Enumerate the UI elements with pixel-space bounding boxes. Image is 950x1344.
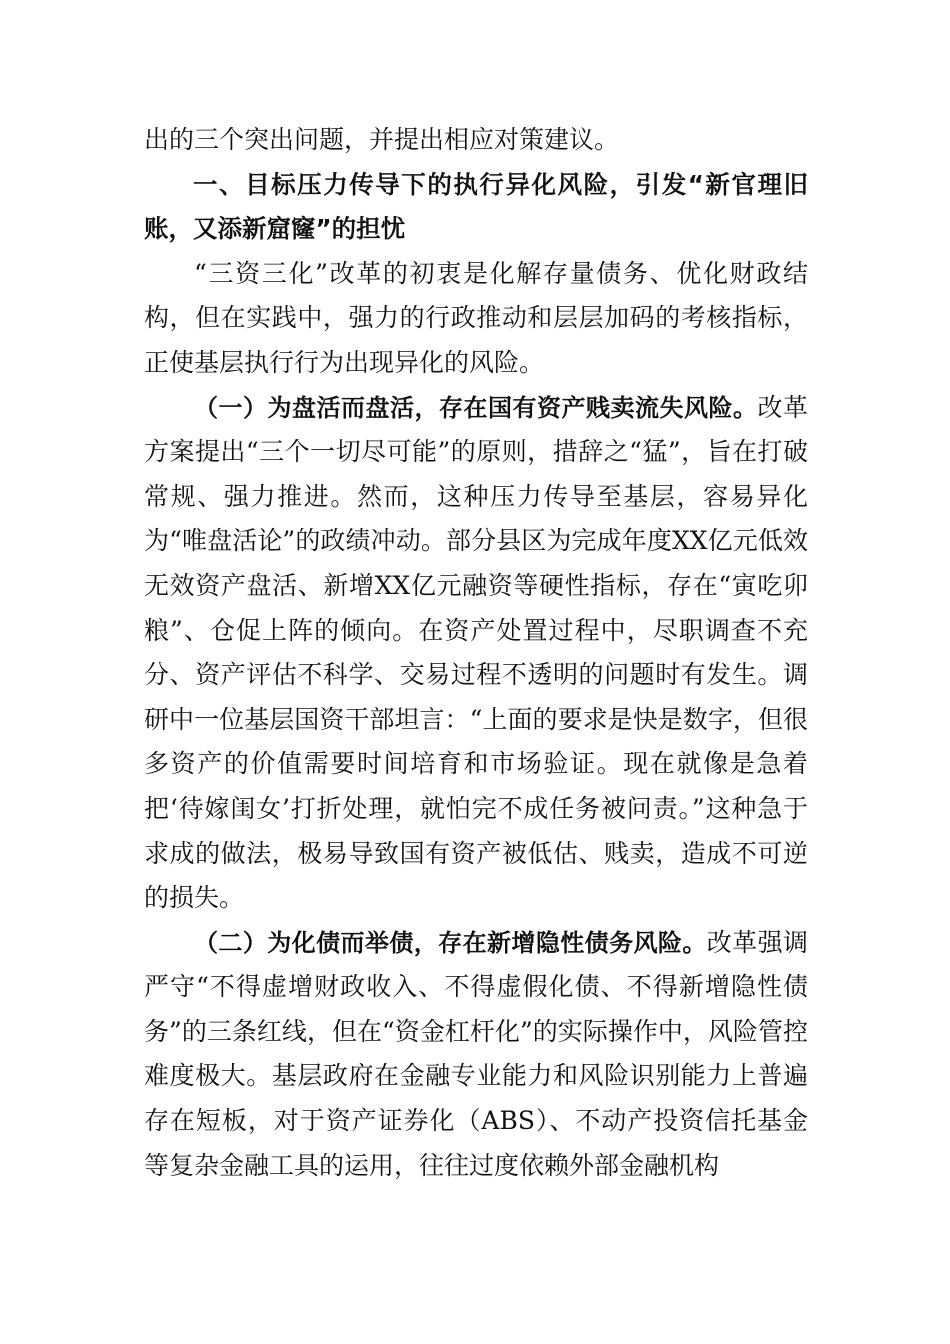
document-body <box>144 118 808 1188</box>
intro-paragraph: “三资三化”改革的初衷是化解存量债务、优化财政结构，但在实践中，强力的行政推动和层层加码的考核指标，正使基层执行行为出现异化的风险。 <box>144 258 808 377</box>
subsection-2-lead: （二）为化债而举债，存在新增隐性债务风险。 <box>194 928 707 957</box>
subsection-1-body: 改革方案提出“三个一切尽可能”的原则，措辞之“猛”，旨在打破常规、强力推进。然而，这种压力传导至基层，容易异化为“唯盘活论”的政绩冲动。部分县区为完成年度XX亿元低效无效资产盘活、新增XX亿元融资等硬性指标，存在“寅吃卯粮”、仓促上阵的倾向。在资产处置过程中，尽职调查不充分、资产评估不科学、交易过程不透明的问题时有发生。调研中一位基层国资干部坦言：“上面的要求是快是数字，但很多资产的价值需要时间培育和市场验证。现在就像是急着把‘待嫁闺女’打折处理，就怕完不成任务被问责。”这种急于求成的做法，极易导致国有资产被低估、贱卖，造成不可逆的损失。 <box>144 392 808 913</box>
continuation-paragraph: 出的三个突出问题，并提出相应对策建议。 <box>144 125 620 154</box>
section-heading: 一、目标压力传导下的执行异化风险，引发“新官理旧账，又添新窟窿”的担忧 <box>144 169 808 244</box>
subsection-2-body: 改革强调严守“不得虚增财政收入、不得虚假化债、不得新增隐性债务”的三条红线，但在“资金杠杆化”的实际操作中，风险管控难度极大。基层政府在金融专业能力和风险识别能力上普遍存在短板，对于资产证券化（ABS）、不动产投资信托基金等复杂金融工具的运用，往往过度依赖外部金融机构 <box>144 927 808 1180</box>
subsection-1-paragraph <box>144 386 808 921</box>
subsection-2-paragraph <box>144 921 808 1189</box>
subsection-1-lead: （一）为盘活而盘活，存在国有资产贱卖流失风险。 <box>194 393 758 422</box>
